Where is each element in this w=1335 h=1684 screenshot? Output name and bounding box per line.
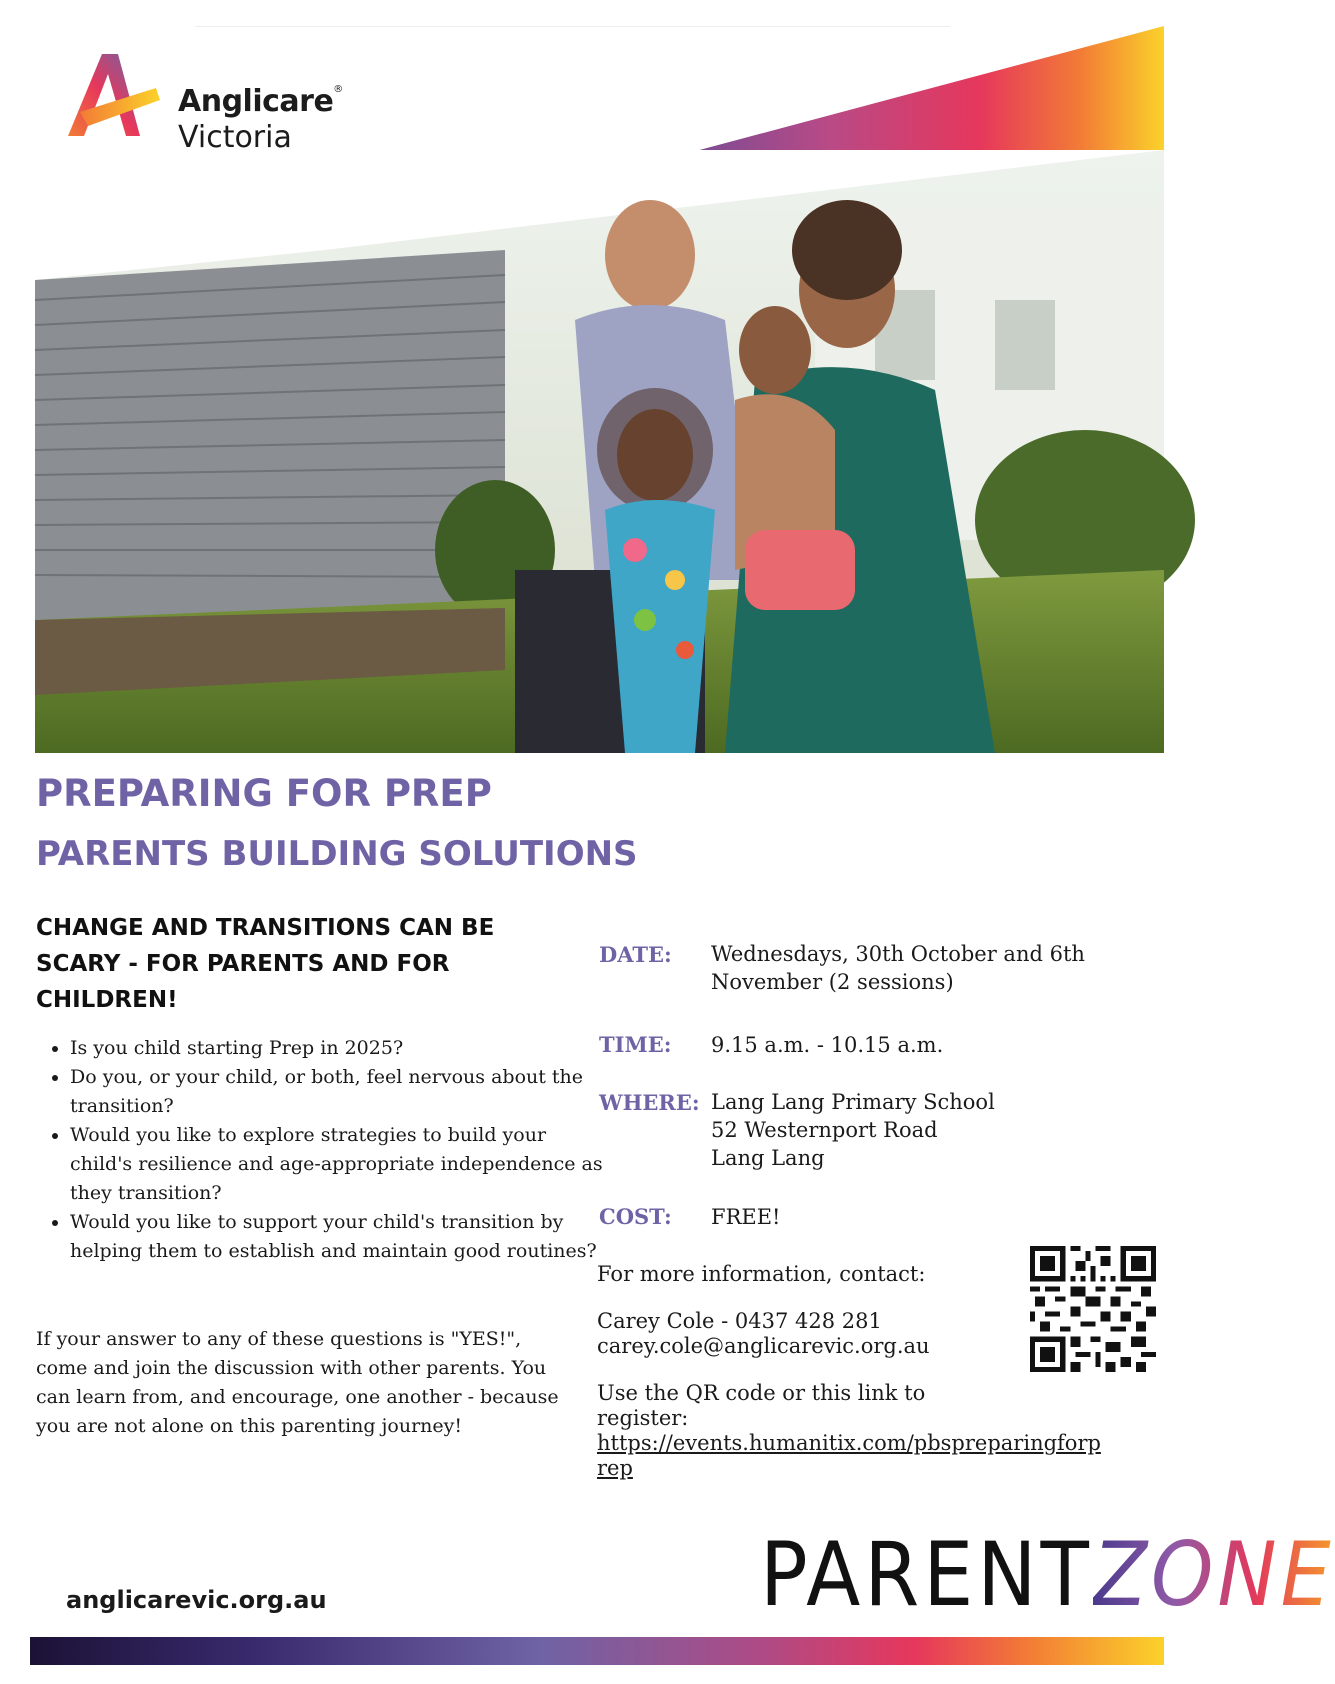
qr-code[interactable]	[1030, 1246, 1156, 1372]
family-photo	[35, 150, 1164, 753]
date-value: Wednesdays, 30th October and 6th November (2 sessions)	[711, 942, 1085, 994]
lead-heading: CHANGE AND TRANSITIONS CAN BE SCARY - FOR PARENTS AND FOR CHILDREN!	[36, 915, 495, 1013]
time-value: 9.15 a.m. - 10.15 a.m.	[711, 1033, 944, 1057]
date-label: DATE:	[599, 942, 672, 967]
time-label: TIME:	[599, 1032, 672, 1057]
cost-value: FREE!	[711, 1205, 781, 1229]
anglicare-a-mark-icon	[58, 48, 168, 148]
anglicare-logo	[58, 48, 378, 158]
parentzone-logo: PARENTZONE	[760, 1523, 1335, 1626]
contact-email[interactable]: carey.cole@anglicarevic.org.au	[597, 1334, 930, 1358]
register-link[interactable]: https://events.humanitix.com/pbspreparingforp rep	[597, 1431, 1101, 1480]
contact-name-phone: Carey Cole - 0437 428 281	[597, 1309, 882, 1333]
brand-name-line2: Victoria	[178, 120, 292, 155]
question-list	[36, 1034, 610, 1266]
list-item: • Would you like to explore strategies to build your child's resilience and age-appropriate independence as they transition?	[70, 1121, 610, 1208]
page-title: PREPARING FOR PREP	[36, 772, 492, 815]
footer-gradient-bar	[30, 1637, 1164, 1665]
register-text: Use the QR code or this link to register:	[597, 1381, 926, 1430]
contact-block	[597, 1262, 1101, 1481]
contact-intro: For more information, contact:	[597, 1262, 926, 1286]
invitation-paragraph: If your answer to any of these questions is "YES!", come and join the discussion with other parents. You can learn from, and encourage, one another - because you are not alone on this parenting journey!	[36, 1328, 559, 1437]
page-subtitle: PARENTS BUILDING SOLUTIONS	[36, 834, 638, 874]
cost-label: COST:	[599, 1204, 672, 1229]
list-item: • Is you child starting Prep in 2025?	[70, 1034, 610, 1063]
list-item: • Would you like to support your child's transition by helping them to establish and maintain good routines?	[70, 1208, 610, 1266]
list-item: • Do you, or your child, or both, feel nervous about the transition?	[70, 1063, 610, 1121]
website-url[interactable]: anglicarevic.org.au	[66, 1586, 327, 1614]
where-value: Lang Lang Primary School 52 Westernport Road Lang Lang	[711, 1090, 995, 1170]
where-label: WHERE:	[599, 1090, 700, 1115]
brand-name-line1: Anglicare®	[178, 84, 343, 119]
